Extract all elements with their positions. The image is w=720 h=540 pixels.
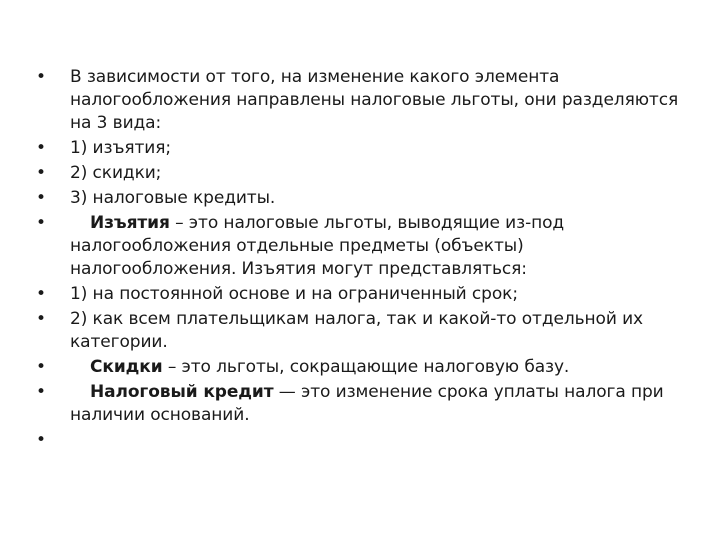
item-text: 2) скидки; (70, 163, 162, 183)
bullet-icon: • (36, 188, 46, 208)
item-text: В зависимости от того, на изменение какого элемента налогообложения направлены налоговые льготы, они разделяются на 3 вида: (70, 67, 679, 133)
bullet-icon: • (36, 309, 46, 329)
bullet-icon: • (36, 163, 46, 183)
list-item (36, 187, 686, 210)
item-text: 1) на постоянной основе и на ограниченный срок; (70, 284, 518, 304)
list-item (36, 212, 686, 281)
bullet-list (36, 66, 686, 454)
item-text: 2) как всем плательщикам налога, так и какой-то отдельной их категории. (70, 309, 644, 352)
bullet-icon: • (36, 430, 46, 450)
bullet-icon: • (36, 67, 46, 87)
list-item (36, 308, 686, 354)
bullet-icon: • (36, 284, 46, 304)
bullet-icon: • (36, 138, 46, 158)
list-item (36, 381, 686, 427)
list-item (36, 137, 686, 160)
item-text: 3) налоговые кредиты. (70, 188, 276, 208)
list-item (36, 356, 686, 379)
list-item (36, 66, 686, 135)
list-item (36, 162, 686, 185)
bullet-icon: • (36, 382, 46, 402)
list-item (36, 283, 686, 306)
item-text: – это льготы, сокращающие налоговую базу. (162, 357, 570, 377)
item-text: – это налоговые льготы, выводящие из-под налогообложения отдельные предметы (объекты) налогообложения. Изъятия могут представляться: (70, 213, 565, 279)
term-discounts: Скидки (90, 357, 163, 377)
bullet-icon: • (36, 213, 46, 233)
list-item-empty (36, 429, 686, 452)
bullet-icon: • (36, 357, 46, 377)
term-tax-credit: Налоговый кредит (90, 382, 274, 402)
item-text: — это изменение срока уплаты налога при наличии оснований. (70, 382, 664, 425)
term-exemptions: Изъятия (90, 213, 170, 233)
item-text: 1) изъятия; (70, 138, 171, 158)
